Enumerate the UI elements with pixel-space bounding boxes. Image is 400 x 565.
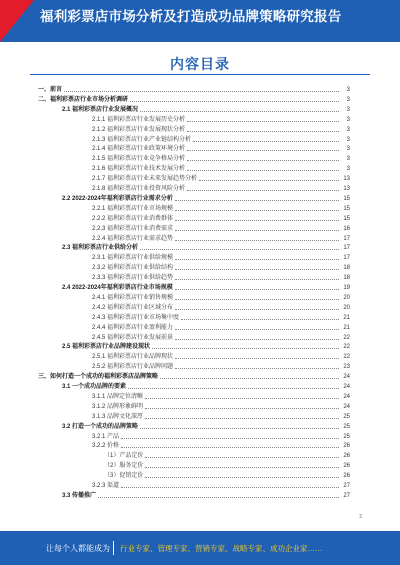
toc-entry-label: 2.1.7 福利彩票店行业未来发展趋势分析 — [92, 176, 198, 183]
toc-entry-page: 26 — [343, 453, 350, 460]
header-red-accent — [0, 0, 34, 42]
toc-leader-dots — [121, 438, 339, 439]
toc-entry-label: 2.2.1 福利彩票店行业市场规模 — [92, 205, 174, 212]
report-title: 福利彩票店市场分析及打造成功品牌策略研究报告 — [40, 9, 342, 24]
toc-leader-dots — [175, 329, 339, 330]
toc-leader-dots — [187, 150, 339, 151]
toc-entry-page: 18 — [343, 275, 350, 282]
toc-leader-dots — [193, 141, 339, 142]
toc-leader-dots — [175, 259, 339, 260]
toc-entry-page: 15 — [343, 195, 350, 202]
toc-entry-page: 21 — [343, 314, 350, 321]
footer-divider — [113, 541, 114, 555]
toc-entry-label: 3.2.2 价格 — [92, 443, 120, 450]
toc-entry[interactable] — [62, 193, 350, 203]
toc-entry[interactable] — [92, 292, 350, 302]
toc-entry-label: 二、福利彩票店行业市场分析调研 — [38, 96, 129, 103]
toc-leader-dots — [145, 457, 339, 458]
toc-leader-dots — [175, 210, 339, 211]
toc-entry[interactable] — [92, 391, 350, 401]
toc-leader-dots — [145, 467, 339, 468]
toc-entry-page: 24 — [343, 384, 350, 390]
toc-entry-label: 2.4.1 福利彩票店行业销售规模 — [92, 294, 174, 301]
toc-entry-page: 17 — [343, 235, 350, 242]
toc-entry-page: 26 — [343, 463, 350, 470]
toc-entry[interactable] — [92, 302, 350, 312]
toc-entry[interactable] — [92, 252, 350, 262]
toc-entry-page: 22 — [343, 354, 350, 361]
toc-entry-label: 3.1.2 品牌形象鲜明 — [92, 403, 144, 410]
toc-entry[interactable] — [92, 213, 350, 223]
toc-entry[interactable] — [104, 460, 350, 470]
toc-entry-label: 2.1.4 福利彩票店行业政策环境分析 — [92, 146, 186, 153]
toc-entry-page: 3 — [346, 136, 350, 143]
toc-entry-label: 3.1.3 品牌文化深厚 — [92, 413, 144, 420]
toc-entry[interactable] — [62, 242, 350, 252]
toc-leader-dots — [175, 368, 339, 369]
toc-leader-dots — [145, 418, 339, 419]
toc-entry-page: 24 — [343, 403, 350, 410]
toc-entry-label: （2）服务定价 — [104, 463, 144, 470]
toc-leader-dots — [140, 428, 339, 429]
toc-leader-dots — [121, 447, 339, 448]
toc-entry[interactable] — [92, 223, 350, 233]
toc-entry[interactable] — [92, 361, 350, 371]
toc-entry[interactable] — [104, 470, 350, 480]
toc-entry[interactable] — [92, 322, 350, 332]
toc-entry[interactable] — [92, 143, 350, 153]
toc-entry-label: 3.3 传播推广 — [62, 492, 97, 499]
toc-entry[interactable] — [92, 163, 350, 173]
toc-entry-page: 3 — [346, 96, 350, 103]
toc-entry[interactable] — [92, 203, 350, 213]
toc-entry[interactable] — [92, 401, 350, 411]
toc-entry-label: 一、前言 — [38, 87, 63, 93]
toc-entry-label: 2.5.2 福利彩票店行业品牌问题 — [92, 364, 174, 371]
toc-entry-page: 18 — [343, 265, 350, 272]
toc-leader-dots — [140, 249, 339, 250]
toc-entry-page: 17 — [343, 245, 350, 252]
toc-entry[interactable] — [92, 114, 350, 124]
toc-entry-page: 17 — [343, 255, 350, 262]
toc-entry-page: 24 — [343, 374, 350, 381]
toc-entry-page: 22 — [343, 344, 350, 351]
toc-entry-label: 2.1.3 福利彩票店行业产业链结构分析 — [92, 136, 192, 143]
toc-entry-page: 26 — [343, 473, 350, 480]
toc-entry-page: 3 — [346, 87, 350, 93]
toc-entry[interactable] — [92, 173, 350, 183]
toc-leader-dots — [145, 408, 339, 409]
toc-entry-label: 2.2 2022-2024年福利彩票店行业需求分析 — [62, 195, 173, 202]
toc-entry-label: 2.4.5 福利彩票店行业发展前景 — [92, 334, 174, 341]
toc-entry-label: 2.3.1 福利彩票店行业供给规模 — [92, 255, 174, 262]
toc-entry[interactable] — [62, 282, 350, 292]
toc-entry-label: 3.2.1 产品 — [92, 433, 120, 440]
toc-entry[interactable] — [92, 134, 350, 144]
toc-entry-page: 3 — [346, 166, 350, 173]
toc-leader-dots — [175, 240, 339, 241]
toc-entry-label: 3.1 一个成功品牌的要素 — [62, 384, 127, 390]
toc-entry[interactable] — [92, 124, 350, 134]
toc-leader-dots — [128, 388, 339, 389]
toc-leader-dots — [160, 378, 339, 379]
toc-leader-dots — [175, 200, 339, 201]
toc-leader-dots — [140, 111, 339, 112]
toc-entry-label: 2.2.3 福利彩票店行业消费需求 — [92, 225, 174, 232]
toc-entry-label: 3.1.1 品牌定位清晰 — [92, 393, 144, 400]
toc-leader-dots — [187, 131, 339, 132]
toc-leader-dots — [145, 398, 339, 399]
toc-leader-dots — [121, 487, 339, 488]
toc-entry[interactable] — [92, 233, 350, 243]
toc-entry-label: 2.1.6 福利彩票店行业技术发展分析 — [92, 166, 186, 173]
toc-entry-label: 2.1.5 福利彩票店行业竞争格局分析 — [92, 156, 186, 163]
toc-entry-label: 2.5.1 福利彩票店行业品牌现状 — [92, 354, 174, 361]
toc-leader-dots — [152, 348, 339, 349]
toc-leader-dots — [175, 339, 339, 340]
toc-leader-dots — [181, 319, 339, 320]
toc-entry-page: 13 — [343, 186, 350, 192]
toc-entry[interactable] — [62, 490, 350, 500]
toc-entry-page: 3 — [346, 156, 350, 163]
toc-entry-page: 3 — [346, 106, 350, 113]
toc-heading: 内容目录 — [170, 56, 230, 72]
toc-entry-page: 22 — [343, 334, 350, 341]
toc-entry-label: 2.5 福利彩票店行业品牌建设现状 — [62, 344, 151, 351]
toc-entry-label: 2.1.8 福利彩票店行业投资风险分析 — [92, 186, 186, 192]
toc-entry-page: 26 — [343, 443, 350, 450]
toc-entry[interactable] — [92, 312, 350, 322]
toc-entry-label: 2.3 福利彩票店行业供给分析 — [62, 245, 139, 252]
toc-entry[interactable] — [92, 411, 350, 421]
toc-entry-page: 23 — [343, 364, 350, 371]
toc-entry-page: 27 — [343, 483, 350, 489]
toc-entry[interactable] — [38, 94, 350, 104]
toc-divider — [30, 74, 370, 75]
toc-leader-dots — [175, 230, 339, 231]
toc-entry[interactable] — [62, 341, 350, 351]
toc-entry-page: 24 — [343, 393, 350, 400]
toc-leader-dots — [145, 477, 339, 478]
toc-entry-label: 2.3.3 福利彩票店行业供给趋势 — [92, 275, 174, 282]
toc-entry-page: 19 — [343, 285, 350, 291]
toc-entry[interactable] — [92, 440, 350, 450]
toc-entry[interactable] — [62, 421, 350, 431]
footer-slogan-right: 行业专家、管理专家、营销专家、战略专家、成功企业家…… — [120, 544, 323, 553]
toc-entry-page: 15 — [343, 215, 350, 222]
toc-leader-dots — [187, 121, 339, 122]
toc-entry[interactable] — [92, 153, 350, 163]
toc-entry-page: 16 — [343, 225, 350, 232]
toc-entry-page: 25 — [343, 423, 350, 430]
toc-entry[interactable] — [38, 371, 350, 381]
toc-entry-label: 2.4 2022-2024年福利彩票店行业市场规模 — [62, 285, 173, 291]
toc-entry-label: 3.2.3 渠道 — [92, 483, 120, 489]
toc-entry[interactable] — [62, 104, 350, 114]
toc-leader-dots — [199, 180, 339, 181]
toc-leader-dots — [187, 160, 339, 161]
toc-entry-page: 20 — [343, 304, 350, 311]
toc-entry-label: 2.2.4 福利彩票店行业需求趋势 — [92, 235, 174, 242]
toc-entry[interactable] — [92, 332, 350, 342]
header-bar — [0, 0, 400, 42]
toc-entry-page: 25 — [343, 413, 350, 420]
toc-entry[interactable] — [92, 183, 350, 193]
toc-entry[interactable] — [104, 450, 350, 460]
page-number: 2 — [359, 514, 362, 520]
table-of-contents — [0, 84, 400, 514]
toc-entry[interactable] — [38, 84, 350, 94]
toc-entry-label: 2.4.4 福利彩票店行业盈利能力 — [92, 324, 174, 331]
footer-slogan-left: 让每个人都能成为 — [46, 544, 110, 553]
toc-leader-dots — [175, 299, 339, 300]
toc-leader-dots — [187, 170, 339, 171]
toc-entry-page: 3 — [346, 116, 350, 123]
toc-entry-page: 13 — [343, 176, 350, 183]
toc-entry-page: 25 — [343, 433, 350, 440]
toc-leader-dots — [98, 497, 339, 498]
toc-leader-dots — [130, 101, 339, 102]
toc-entry-page: 20 — [343, 294, 350, 301]
toc-entry-page: 21 — [343, 324, 350, 331]
toc-entry[interactable] — [92, 431, 350, 441]
toc-entry-label: 2.4.3 福利彩票店行业市场集中度 — [92, 314, 180, 321]
toc-entry-label: 2.3.2 福利彩票店行业供给结构 — [92, 265, 174, 272]
toc-leader-dots — [187, 190, 339, 191]
toc-entry-label: 3.2 打造一个成功的品牌策略 — [62, 423, 139, 430]
toc-entry-page: 27 — [343, 492, 350, 499]
footer-bar — [0, 531, 400, 565]
toc-entry-label: 2.1.1 福利彩票店行业发展历史分析 — [92, 116, 186, 123]
toc-entry[interactable] — [92, 480, 350, 490]
toc-leader-dots — [175, 279, 339, 280]
toc-leader-dots — [175, 289, 339, 290]
toc-leader-dots — [175, 358, 339, 359]
toc-entry-label: （1）产品定价 — [104, 453, 144, 460]
toc-entry[interactable] — [92, 272, 350, 282]
toc-entry-label: 2.1 福利彩票店行业发展概况 — [62, 106, 139, 113]
toc-entry-label: 2.4.2 福利彩票店行业区域分布 — [92, 304, 174, 311]
toc-entry-label: 2.2.2 福利彩票店行业消费群体 — [92, 215, 174, 222]
toc-leader-dots — [175, 269, 339, 270]
toc-entry[interactable] — [92, 262, 350, 272]
toc-leader-dots — [175, 309, 339, 310]
toc-entry-page: 15 — [343, 205, 350, 212]
toc-leader-dots — [175, 220, 339, 221]
toc-entry[interactable] — [92, 351, 350, 361]
toc-entry[interactable] — [62, 381, 350, 391]
toc-entry-label: （3）促销定价 — [104, 473, 144, 480]
toc-entry-label: 三、如何打造一个成功的福利彩票店品牌策略 — [38, 374, 159, 381]
toc-entry-label: 2.1.2 福利彩票店行业发展现状分析 — [92, 126, 186, 133]
toc-entry-page: 3 — [346, 126, 350, 133]
toc-leader-dots — [64, 91, 339, 92]
toc-entry-page: 3 — [346, 146, 350, 153]
